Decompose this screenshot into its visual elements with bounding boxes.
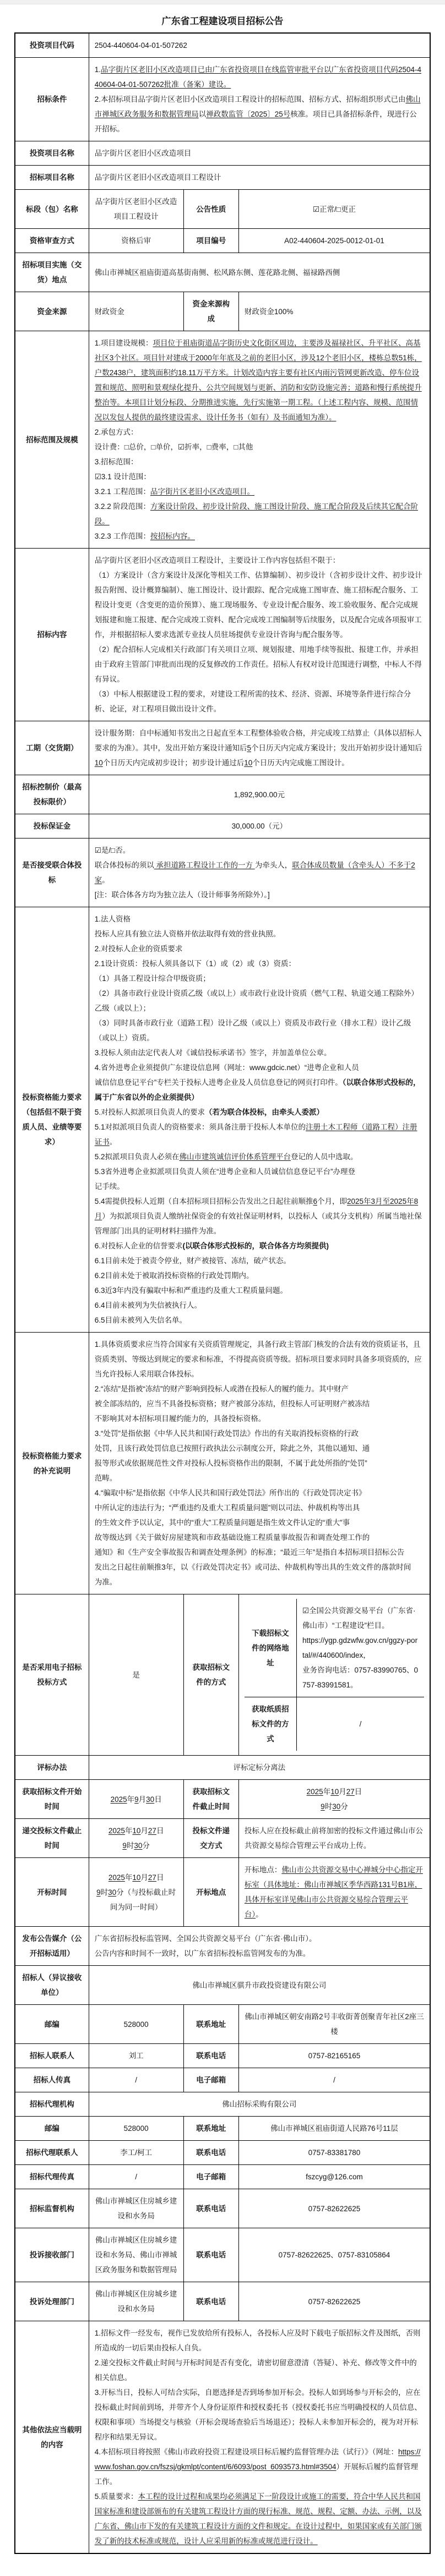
complaint-handle-phone-value: 0757-82622625 — [238, 2282, 430, 2321]
row-investment-code — [15, 33, 430, 58]
tenderer-value: 佛山市禅城区骐升市政投资建设有限公司 — [89, 1966, 430, 2005]
agency-fax-label: 招标代理传真 — [15, 2165, 89, 2189]
agency-contact-label: 招标代理联系人 — [15, 2141, 89, 2165]
document-start-label: 获取招标文件开始时间 — [15, 1780, 89, 1819]
capability-supplement-value: 1.具体资质要求应当符合国家有关资质管理规定，具备行政主管部门核发的合法有效的资质证书，且资质类别、等级达到规定的要求和标准，不得提高资质等级。招标项目要求同时具备多项资质的，应当允许投标人采用联合体投标。 2.“冻结”是指被“冻结”的财产影响到投标人或潜在投标人的履约能力。其中财产 被全部冻结的，应当不具备投标资格；财产被部分冻结，但投标人可证明财产被冻结 不影响其对本招标项目履约能力的，具备投标资格。 3.“处罚”是指依据《中华人民共和国行政处罚法》作出的有关取消投标资格的行政 处罚，且该行政处罚信息已按照行政执法公示制度公开，除此之外，其他以通知、通 报等形式或依据规范性文件对投标人投标资格作出的限制，不属于此处所指的“处罚” 范畴。 4.“骗取中标”是指依据《中华人民共和国行政处罚法》所作出的《行政处罚决定书》 中所认定的违法行为；“严重违约及重大工程质量问题”则以司法、仲裁机构等出具 的生效文件予以认定，其中的“重大”工程质量问题是指生效文件认定的“重大”事 故等级达到《关于做好房屋建筑和市政基础设施工程质量事故报告和调查处理工作的 通知》和《生产安全事故报告和调查处理条例》的标准；“最近三年”是指自本招标项目招标公告 发出之日起往前顺推3年，以《行政处罚决定书》或司法、仲裁机构等出具的生效文件的落款时间 为准。 — [89, 1333, 430, 1594]
agency-email-value: fszcyg@126.com — [238, 2165, 430, 2189]
page-title: 广东省工程建设项目招标公告 — [161, 16, 284, 26]
row-investment-name — [15, 141, 430, 166]
project-number-label: 项目编号 — [183, 229, 238, 253]
sub-row-paper — [245, 1697, 424, 1751]
control-price-label: 招标控制价（最高投标限价） — [15, 775, 89, 814]
consortium-label: 是否接受联合体投标 — [15, 838, 89, 907]
complaint-receive-label: 投诉接收部门 — [15, 2228, 89, 2282]
funds-value: 财政资金 — [89, 292, 183, 331]
electronic-bidding-value: 是 — [89, 1594, 183, 1756]
tenderer-contact-value: 刘工 — [89, 2044, 183, 2068]
agency-value: 佛山招标采购有限公司 — [89, 2092, 430, 2117]
deposit-value: 30,000.00（元） — [89, 814, 430, 838]
download-address-label: 下载招标文件的网络地址 — [245, 1599, 297, 1697]
row-agency — [15, 2092, 430, 2117]
row-agency-postcode — [15, 2117, 430, 2141]
content-value: 品字街片区老旧小区改造项目工程设计，主要设计工作内容包括但不限于： （1）方案设计（含方案设计及深化等相关工作、估算编制）、初步设计（含初步设计文件、初步设计报告附图、设计概算编制）、施工图设计、设计跟踪、配合完成施工图审查、施工招标配合服务、工程设计变更（含变更的造价预算）、施工现场服务、专业设计配合服务、竣工验收服务、配合完成规划报建和施工报建、配合完成竣工资料、配合完成竣工图编制等后续服务，以及配合完成各项报审工作，并根据招标人要求选派专业技人员驻场提供专业设计咨询与配合服务等。 （2）配合招标人完成相关行政部门有关项目立项、规划报建、用地手续等报批、报建工作，并承担由于政府主管部门审批而出现的反复修改的工作责任。招标人有权对设计范围进行调整，中标人不得有异议。 （3）中标人根据建设工程的要求，对建设工程所需的技术、经济、资源、环境等条件进行综合分析、论证，对工程项目做出设计文件。 — [89, 549, 430, 721]
row-media — [15, 1927, 430, 1966]
row-duration — [15, 721, 430, 775]
agency-fax-value: / — [89, 2165, 183, 2189]
tender-conditions-label: 招标条件 — [15, 58, 89, 141]
funds-composition-value: 财政资金100% — [238, 292, 430, 331]
row-capability — [15, 907, 430, 1333]
row-tenderer — [15, 1966, 430, 2005]
row-deposit — [15, 814, 430, 838]
capability-supplement-label: 投标资格能力要求的补充说明 — [15, 1333, 89, 1594]
submission-deadline-value: 2025年10月27日 9时30分 — [89, 1819, 183, 1858]
row-electronic-bidding — [15, 1594, 430, 1756]
funds-composition-label: 资金来源构成 — [183, 292, 238, 331]
document-end-value: 2025年10月27日 9时30分 — [238, 1780, 430, 1819]
tenderer-fax-label: 招标人传真 — [15, 2068, 89, 2092]
row-complaint-receive — [15, 2228, 430, 2282]
investment-code-value: 2504-440604-04-01-507262 — [89, 33, 430, 58]
opening-place-label: 开标地点 — [183, 1858, 238, 1927]
investment-name-label: 投资项目名称 — [15, 141, 89, 166]
complaint-handle-label: 投诉处理部门 — [15, 2282, 89, 2321]
agency-phone-value: 0757-83381780 — [238, 2141, 430, 2165]
agency-phone-label: 联系电话 — [183, 2141, 238, 2165]
qualification-review-value: 资格后审 — [89, 229, 183, 253]
opening-time-value: 2025年10月27日 9时30分（与投标截止时间为同一时间） — [89, 1858, 183, 1927]
row-project-name — [15, 166, 430, 190]
row-supervisor — [15, 2189, 430, 2228]
opening-time-label: 开标时间 — [15, 1858, 89, 1927]
tenderer-address-value: 佛山市禅城区朝安南路2号丰收街菁创聚青年社区2座三楼 — [238, 2005, 430, 2044]
project-name-label: 招标项目名称 — [15, 166, 89, 190]
row-control-price — [15, 775, 430, 814]
row-content — [15, 549, 430, 721]
tender-conditions-value: 1.品字街片区老旧小区改造项目已由广东省投资项目在线监管审批平台以广东省投资项目代码2504-440604-04-01-507262批准（备案）建设。 2.本招标项目品字街片区老旧小区改造项目工程设计的招标范围、招标方式、招标组织形式已由佛山市禅城区政务服务和数据管理局以禅政数监管〔2025〕25号核准。项目已具备招标条件，现进行公开招标。 — [89, 58, 430, 141]
row-tenderer-fax — [15, 2068, 430, 2092]
evaluation-method-label: 评标办法 — [15, 1756, 89, 1780]
row-complaint-handle — [15, 2282, 430, 2321]
submission-method-label: 投标文件递交方式 — [183, 1819, 238, 1858]
scope-label: 招标范围及规模 — [15, 331, 89, 549]
complaint-handle-phone-label: 联系电话 — [183, 2282, 238, 2321]
supervisor-label: 招标监督机构 — [15, 2189, 89, 2228]
tenderer-phone-label: 联系电话 — [183, 2044, 238, 2068]
capability-label: 投标资格能力要求（包括但不限于资质人员、业绩等要求） — [15, 907, 89, 1333]
row-scope — [15, 331, 430, 549]
tenderer-fax-value: / — [89, 2068, 183, 2092]
row-other — [15, 2321, 430, 2554]
capability-value: 1.法人资格 投标人应具有独立法人资格并依法取得有效的营业执照。 2.对投标人企业的资质要求 2.1设计资质：投标人须具备以下（1）或（2）或（3）资质： （1）具备工程设计综合甲级资质； （2）具备市政行业设计资质乙级（或以上）或市政行业设计资质（燃气工程、轨道交通工程除外）乙级（或以上）； （3）同时具备市政行业（道路工程）设计乙级（或以上）资质及市政行业（排水工程）设计乙级（或以上）资质。 3.投标人须由法定代表人对《诚信投标承诺书》签字，并加盖单位公章。 4.省外进粤企业须提供广东建设信息网（网址：www.gdcic.net）“进粤企业和人员 诚信信息登记平台”专栏关于投标人进粤企业及人员信息登记的网页打印件。（以联合体形式投标的，属于广东省以外的企业须提供） 5.对投标人拟派项目负责人的要求（若为联合体投标，由牵头人委派） 5.1对拟派项目负责人的资格要求：须具备注册于投标人本单位的注册土木工程师（道路工程）注册证书。 5.2拟派项目负责人必须在佛山市建筑诚信评价体系管理平台登记的人员中选取。 5.3省外进粤企业拟派项目负责人须在“进粤企业和人员诚信信息登记平台”办理登 记手续。 5.4需提供投标人近期（自本招标项目招标公告发出之日起往前顺推6个月，即2025年3月至2025年8月）为拟派项目负责人缴纳社保资金的有效社保证明材料，以投标人（或其分支机构）所属当地社保管理部门出具的证明材料扫描件为准。 6.对投标人企业的信誉要求(以联合体形式投标的，联合体各方均须提供) 6.1目前未处于被责令停业，财产被接管、冻结，破产状态。 6.2目前未处于被取消投标资格的行政处罚期内。 6.3近3年内没有骗取中标和严重违约及重大工程质量问题。 6.4目前未被列为失信被执行人。 6.5目前未被列入失信名单。 — [89, 907, 430, 1333]
agency-address-value: 佛山市禅城区祖庙街道人民路76号11层 — [238, 2117, 430, 2141]
submission-deadline-label: 递交投标文件截止时间 — [15, 1819, 89, 1858]
sub-row-download — [245, 1599, 424, 1697]
supervisor-value: 佛山市禅城区住房城乡建设和水务局 — [89, 2189, 183, 2228]
media-label: 发布公告媒介（公开招标适用） — [15, 1927, 89, 1966]
row-tender-conditions — [15, 58, 430, 141]
row-tenderer-contact — [15, 2044, 430, 2068]
qualification-review-label: 资格审查方式 — [15, 229, 89, 253]
document-method-subtable — [245, 1599, 424, 1751]
tenderer-email-label: 电子邮箱 — [183, 2068, 238, 2092]
deposit-label: 投标保证金 — [15, 814, 89, 838]
location-value: 佛山市禅城区祖庙街道高基街南侧、松风路东侧、莲花路北侧、福禄路西侧 — [89, 253, 430, 292]
row-section-name — [15, 190, 430, 229]
tenderer-address-label: 联系地址 — [183, 2005, 238, 2044]
control-price-value: 1,892,900.00元 — [89, 775, 430, 814]
project-number-value: A02-440604-2025-0012-01-01 — [238, 229, 430, 253]
other-label: 其他依法应当载明的内容 — [15, 2321, 89, 2554]
row-agency-fax — [15, 2165, 430, 2189]
notice-nature-value: ☑正常/□更正 — [238, 190, 430, 229]
duration-label: 工期（交货期） — [15, 721, 89, 775]
funds-label: 资金来源 — [15, 292, 89, 331]
agency-email-label: 电子邮箱 — [183, 2165, 238, 2189]
opening-place-value: 开标地点：佛山市公共资源交易中心禅城分中心指定开标室（具体地址：佛山市禅城区季华西路131号B1座，具体开标室详见佛山市公共资源交易综合管理云平台）。 — [238, 1858, 430, 1927]
row-opening — [15, 1858, 430, 1927]
section-name-value: 品字街片区老旧小区改造项目工程设计 — [89, 190, 183, 229]
other-value: 1.招标文件一经发布，视作已发放给所有投标人，各投标人应及时下载电子版招标文件及图纸，否则所造成的一切后果由投标人自负。 2.递交投标文件截止时间与开标时间是否有变化，请密切留意澄清（答疑）、补充、修改等文件中的相关信息。 3.开标当日，投标人可结合实际，自愿选择是否到场参加开标会。投标人如到场参与开标会的，应在投标截止时间前到场，并带齐个人身份证原件和授权委托书（授权委托书应当明确授权的人员信息、权限和事项）当场提交与核验（开标会现场查验后当场退还）；投标人未参加开标会的，视为对开标程序和结果无异议。 4.本招标项目将按照《佛山市政府投资工程建设项目标后履约监督管理办法（试行）》（网址：https://www.foshan.gov.cn/fszsj/gkmlpt/content/6/6093/post_6093573.html#3504）开展标后履约监督管理工作。 5.质量要求：本工程的设计过程和成果均必须满足下一阶段设计或施工的需要，符合中华人民共和国国家标准和建设部颁布的有关建筑工程设计方面的现行标准、规范、规程、定额、办法、示例，以及广东省、佛山市下发的有关建筑工程设计方面的文件和规定。在设计过程中，如果国家或有关部门颁发了新的技术标准或规范，设计人应采用新的标准或规范进行设计。 — [89, 2321, 430, 2554]
submission-method-value: 投标人应在投标截止前将加密的投标文件通过佛山市公共资源交易综合管理云平台成功上传。 — [238, 1819, 430, 1858]
tenderer-label: 招标人（异议接收单位） — [15, 1966, 89, 2005]
row-evaluation-method — [15, 1756, 430, 1780]
row-document-time — [15, 1780, 430, 1819]
agency-label: 招标代理机构 — [15, 2092, 89, 2117]
location-label: 招标项目实施（交货）地点 — [15, 253, 89, 292]
page-top-divider — [0, 0, 445, 4]
duration-value: 设计服务期：自中标通知书发出之日起直至本工程整体验收合格，并完成竣工结算止（具体以招标人要求的为准）。其中，发出开始方案设计通知后5个日历天内完成方案设计；发出开始初步设计通知后10个日历天内完成初步设计；初步设计通过后10个日历天内完成施工图设计。 — [89, 721, 430, 775]
notice-nature-label: 公告性质 — [183, 190, 238, 229]
agency-postcode-label: 邮编 — [15, 2117, 89, 2141]
row-agency-contact — [15, 2141, 430, 2165]
paper-document-value: / — [296, 1697, 424, 1751]
agency-contact-value: 李工/柯工 — [89, 2141, 183, 2165]
row-location — [15, 253, 430, 292]
row-consortium — [15, 838, 430, 907]
row-capability-supplement — [15, 1333, 430, 1594]
document-method-label: 获取招标文件的方式 — [183, 1594, 238, 1756]
agency-address-label: 联系地址 — [183, 2117, 238, 2141]
electronic-bidding-label: 是否采用电子招标投标方式 — [15, 1594, 89, 1756]
row-funds — [15, 292, 430, 331]
complaint-handle-value: 佛山市禅城区住房城乡建设和水务局 — [89, 2282, 183, 2321]
announcement-table — [14, 32, 431, 2554]
row-submission — [15, 1819, 430, 1858]
document-start-value: 2025年9月30日 — [89, 1780, 183, 1819]
tenderer-contact-label: 招标人联系人 — [15, 2044, 89, 2068]
section-name-label: 标段（包）名称 — [15, 190, 89, 229]
document-method-cell — [238, 1594, 430, 1756]
download-address-value: ☑全国公共资源交易平台（广东省·佛山市）“工程建设”栏目。 https://ygp.gdzwfw.gov.cn/ggzy-portal/#/440600/index， 业务咨询电话：0757-83990765、0757-83991581。 — [296, 1599, 424, 1697]
project-name-value: 品字街片区老旧小区改造项目工程设计 — [89, 166, 430, 190]
supervisor-phone-value: 0757-82622625 — [238, 2189, 430, 2228]
supervisor-phone-label: 联系电话 — [183, 2189, 238, 2228]
evaluation-method-value: 评标定标分离法 — [89, 1756, 430, 1780]
complaint-receive-phone-label: 联系电话 — [183, 2228, 238, 2282]
media-value: 广东省招标投标监管网、全国公共资源交易平台（广东省·佛山市）。 公告内容和时间不一致时，以广东省招标投标监管网发布的为准。 — [89, 1927, 430, 1966]
tenderer-postcode-label: 邮编 — [15, 2005, 89, 2044]
complaint-receive-phone-value: 0757-82622625、0757-83105864 — [238, 2228, 430, 2282]
scope-value: 1.项目建设规模：项目位于祖庙街道品字街历史文化街区周边，主要涉及福禄社区、升平社区、高基社区3个社区。项目针对建成于2000年年底及之前的老旧小区，涉及12个老旧小区，楼栋总数51栋，户数2438户，建筑面积约18.11万平方米。计划改造内容主要有社区内雨污管网更新改造、停车位设置和规范、照明和景观绿化提升、公共空间规划与更新、消防和安防设施完善；道路和慢行系统提升整治等。本项目计划分标段、分期推进实施，先行实施第一期工程。（上述工程内容、规模、范围情况以发包人提供的最终建设需求、设计任务书（如有）及书面通知为准）。 2.承包方式： 设计费：□总价，□单价，☑折率，□费率，□其他 3.招标范围： ☑3.1 设计范围： 3.2.1 工程范围：品字街片区老旧小区改造项目。 3.2.2 阶段范围：方案设计阶段、初步设计阶段、施工图设计阶段、施工配合阶段及后续其它配合阶段。 3.2.3 工作范围：按招标内容。 — [89, 331, 430, 549]
complaint-receive-value: 佛山市禅城区住房城乡建设和水务局、佛山市禅城区政务服务和数据管理局 — [89, 2228, 183, 2282]
agency-postcode-value: 528000 — [89, 2117, 183, 2141]
paper-document-label: 获取纸质招标文件的方式 — [245, 1697, 297, 1751]
consortium-value: ☑是/□否。 联合体投标的须以 承担道路工程设计工作的一方 为牵头人，联合体成员数量（含牵头人）不多于2家。 [注：联合体各方均为独立法人（设计师事务所除外）。] — [89, 838, 430, 907]
investment-name-value: 品字街片区老旧小区改造项目 — [89, 141, 430, 166]
tenderer-email-value: / — [238, 2068, 430, 2092]
tenderer-phone-value: 0757-82165165 — [238, 2044, 430, 2068]
document-end-label: 获取招标文件截止时间 — [183, 1780, 238, 1819]
content-label: 招标内容 — [15, 549, 89, 721]
row-tenderer-postcode — [15, 2005, 430, 2044]
row-qualification-review — [15, 229, 430, 253]
tenderer-postcode-value: 528000 — [89, 2005, 183, 2044]
investment-code-label: 投资项目代码 — [15, 33, 89, 58]
